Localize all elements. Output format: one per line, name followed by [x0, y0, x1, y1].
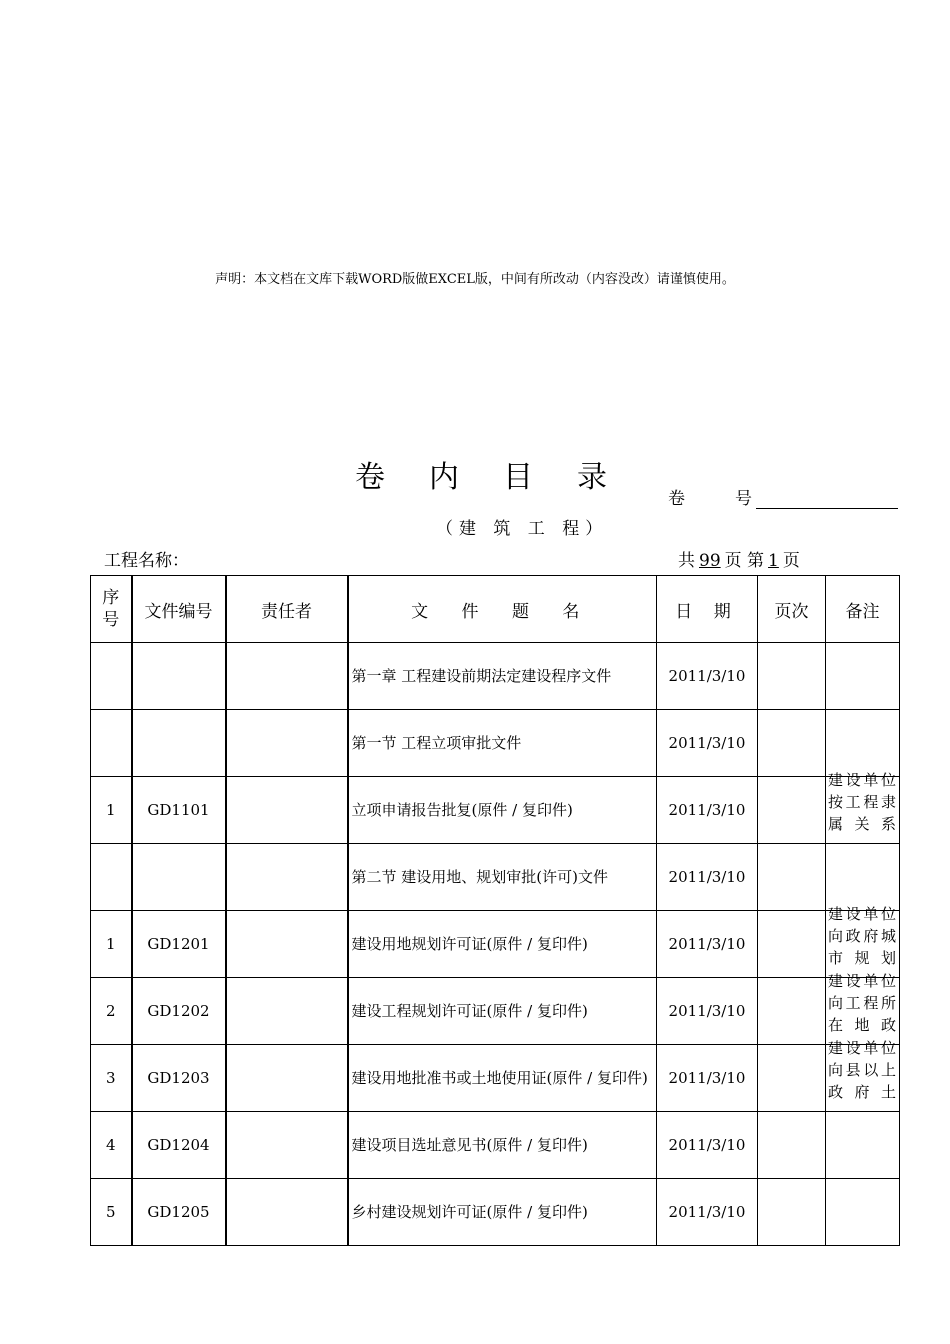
table-row: [91, 1179, 900, 1246]
cell-code: GD1204: [132, 1112, 226, 1179]
cell-remark: [826, 643, 900, 710]
cell-code: [132, 844, 226, 911]
cell-title: 第一节 工程立项审批文件: [348, 710, 657, 777]
cell-owner: [226, 978, 348, 1045]
cell-date: 2011/3/10: [657, 844, 758, 911]
cell-title: 第一章 工程建设前期法定建设程序文件: [348, 643, 657, 710]
cell-code: GD1101: [132, 777, 226, 844]
cell-seq: 1: [91, 777, 132, 844]
cell-page: [758, 777, 826, 844]
cell-date: 2011/3/10: [657, 911, 758, 978]
cell-page: [758, 710, 826, 777]
cell-code: [132, 710, 226, 777]
cell-page: [758, 978, 826, 1045]
cell-owner: [226, 710, 348, 777]
cell-page: [758, 844, 826, 911]
header-owner: 责任者: [226, 576, 348, 643]
cell-title: 第二节 建设用地、规划审批(许可)文件: [348, 844, 657, 911]
cell-remark: [826, 1179, 900, 1246]
header-date: 日 期: [657, 576, 758, 643]
page-count-mid: 页 第: [724, 551, 765, 571]
cell-remark: 建设单位按工程隶属关系: [826, 777, 900, 844]
cell-page: [758, 1179, 826, 1246]
cell-page: [758, 1112, 826, 1179]
cell-seq: 2: [91, 978, 132, 1045]
table-row: [91, 911, 900, 978]
cell-date: 2011/3/10: [657, 777, 758, 844]
cell-seq: [91, 844, 132, 911]
header-page: 页次: [758, 576, 826, 643]
cell-owner: [226, 1045, 348, 1112]
cell-code: GD1205: [132, 1179, 226, 1246]
cell-title: 建设工程规划许可证(原件 / 复印件): [348, 978, 657, 1045]
cell-date: 2011/3/10: [657, 978, 758, 1045]
document-title: 卷内目录: [355, 460, 651, 495]
table-row: [91, 978, 900, 1045]
document-subtitle: （建 筑 工 程）: [436, 519, 609, 539]
cell-remark: [826, 1112, 900, 1179]
table-row: [91, 1112, 900, 1179]
cell-code: GD1202: [132, 978, 226, 1045]
page-current: 1: [768, 551, 779, 571]
cell-date: 2011/3/10: [657, 1179, 758, 1246]
page-count-suffix: 页: [782, 551, 800, 571]
cell-seq: 1: [91, 911, 132, 978]
project-name-label: 工程名称：: [104, 551, 189, 571]
volume-number-label: 卷号: [668, 489, 802, 509]
cell-remark: [826, 710, 900, 777]
cell-remark: [826, 844, 900, 911]
cell-page: [758, 1045, 826, 1112]
cell-owner: [226, 1179, 348, 1246]
cell-code: GD1203: [132, 1045, 226, 1112]
cell-code: [132, 643, 226, 710]
table-row: [91, 643, 900, 710]
cell-seq: [91, 710, 132, 777]
header-title: 文 件 题 名: [348, 576, 657, 643]
table-row: [91, 844, 900, 911]
cell-remark: 建设单位向政府城市规划: [826, 911, 900, 978]
cell-code: GD1201: [132, 911, 226, 978]
cell-owner: [226, 643, 348, 710]
cell-owner: [226, 844, 348, 911]
cell-remark: 建设单位向县以上政府土: [826, 1045, 900, 1112]
page-count: [678, 546, 800, 571]
cell-title: 建设用地规划许可证(原件 / 复印件): [348, 911, 657, 978]
disclaimer-notice: 声明：本文档在文库下载WORD版做EXCEL版，中间有所改动（内容没改）请谨慎使用。: [215, 272, 735, 287]
catalog-table: [90, 575, 900, 1246]
cell-page: [758, 911, 826, 978]
cell-date: 2011/3/10: [657, 1045, 758, 1112]
page-count-prefix: 共: [678, 551, 695, 571]
cell-owner: [226, 911, 348, 978]
cell-date: 2011/3/10: [657, 643, 758, 710]
header-seq: 序号: [91, 576, 132, 643]
page-total: 99: [699, 551, 721, 571]
cell-date: 2011/3/10: [657, 1112, 758, 1179]
cell-owner: [226, 1112, 348, 1179]
cell-title: 建设用地批准书或土地使用证(原件 / 复印件): [348, 1045, 657, 1112]
cell-seq: 4: [91, 1112, 132, 1179]
cell-seq: 5: [91, 1179, 132, 1246]
cell-remark: 建设单位向工程所在地政: [826, 978, 900, 1045]
table-header-row: [91, 576, 900, 643]
table-row: [91, 710, 900, 777]
table-row: [91, 1045, 900, 1112]
cell-seq: [91, 643, 132, 710]
header-code: 文件编号: [132, 576, 226, 643]
table-row: [91, 777, 900, 844]
cell-title: 立项申请报告批复(原件 / 复印件): [348, 777, 657, 844]
cell-date: 2011/3/10: [657, 710, 758, 777]
header-remark: 备注: [826, 576, 900, 643]
cell-page: [758, 643, 826, 710]
cell-seq: 3: [91, 1045, 132, 1112]
volume-number-line: [756, 508, 898, 509]
cell-title: 乡村建设规划许可证(原件 / 复印件): [348, 1179, 657, 1246]
cell-owner: [226, 777, 348, 844]
cell-title: 建设项目选址意见书(原件 / 复印件): [348, 1112, 657, 1179]
